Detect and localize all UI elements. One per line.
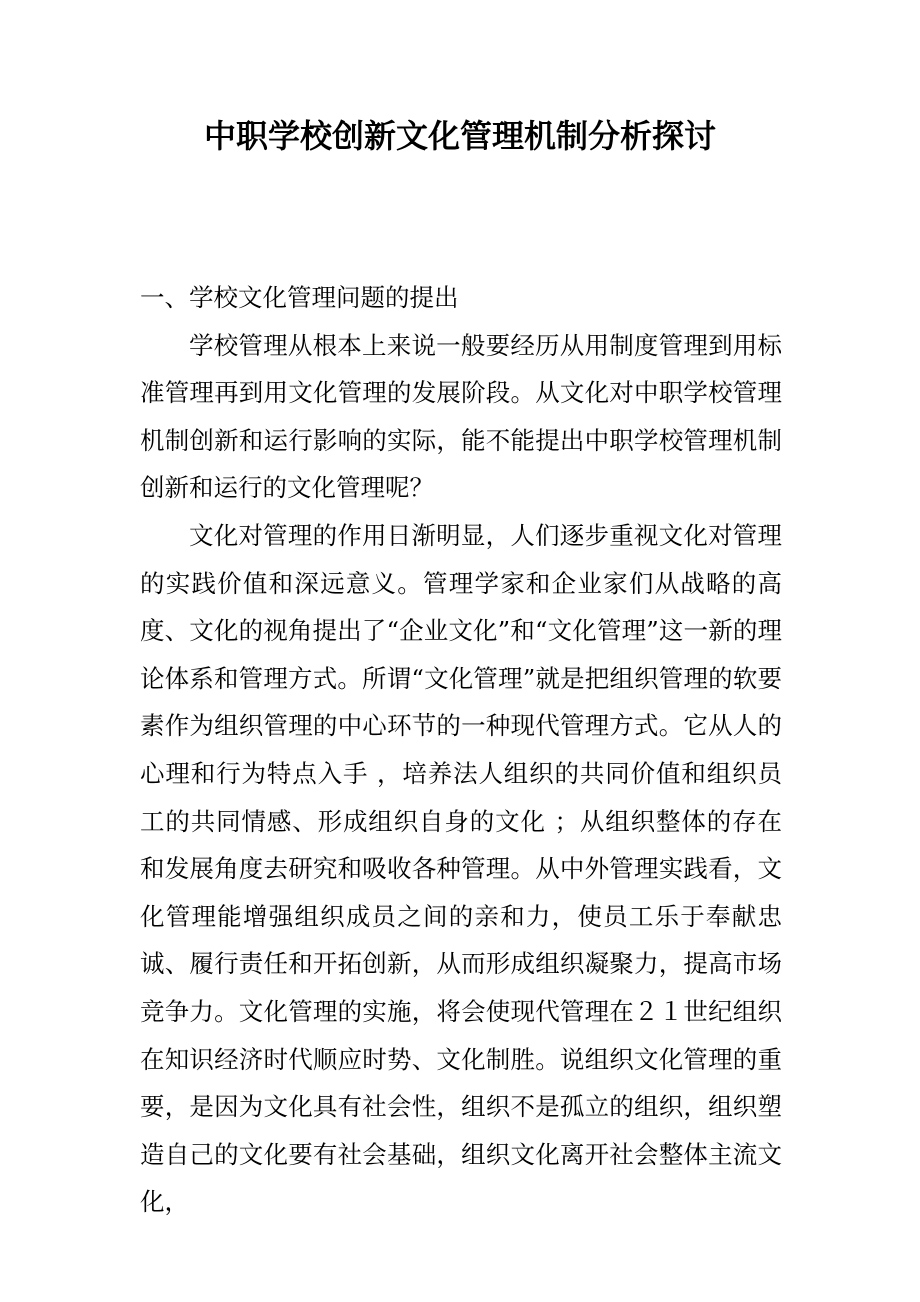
document-title: 中职学校创新文化管理机制分析探讨 xyxy=(203,117,716,155)
section-heading: 一、学校文化管理问题的提出 xyxy=(140,283,459,312)
document-body xyxy=(140,274,782,1226)
paragraph-2: 文化对管理的作用日渐明显，人们逐步重视文化对管理的实践价值和深远意义。管理学家和企业家们从战略的高度、文化的视角提出了“企业文化”和“文化管理”这一新的理论体系和管理方式。所谓“文化管理”就是把组织管理的软要素作为组织管理的中心环节的一种现代管理方式。它从人的心理和行为特点入手 ，培养法人组织的共同价值和组织员工的共同情感、形成组织自身的文化 ；从组织整体的存在和发展角度去研究和吸收各种管理。从中外管理实践看，文化管理能增强组织成员之间的亲和力，使员工乐于奉献忠诚、履行责任和开拓创新，从而形成组织凝聚力，提高市场竞争力。文化管理的实施，将会使现代管理在２１世纪组织在知识经济时代顺应时势、文化制胜。说组织文化管理的重要，是因为文化具有社会性，组织不是孤立的组织，组织塑造自己的文化要有社会基础，组织文化离开社会整体主流文化， xyxy=(140,520,782,1217)
paragraph-1: 学校管理从根本上来说一般要经历从用制度管理到用标准管理再到用文化管理的发展阶段。从文化对中职学校管理机制创新和运行影响的实际，能不能提出中职学校管理机制创新和运行的文化管理呢？ xyxy=(140,330,782,503)
